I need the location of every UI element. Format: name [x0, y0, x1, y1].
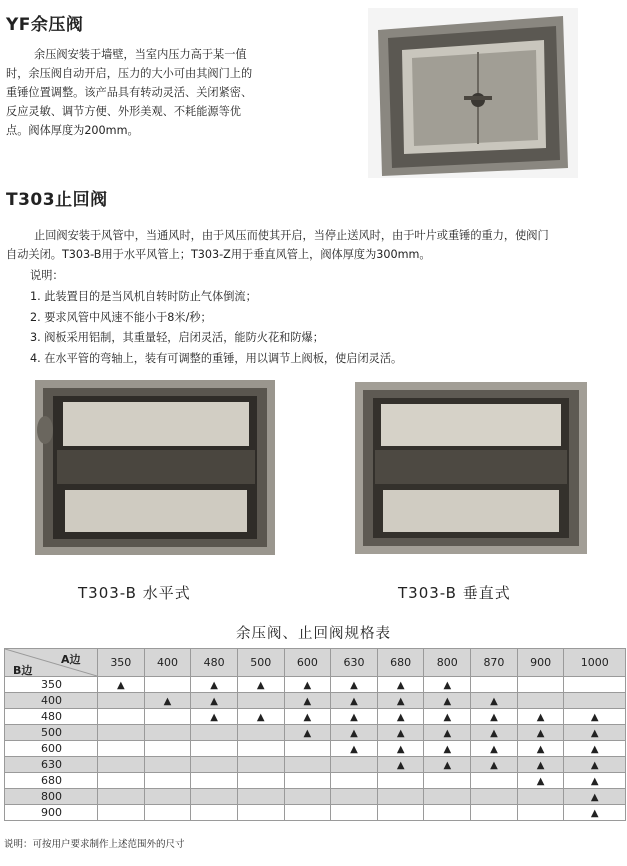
- spec-cell: [471, 693, 518, 709]
- a-edge-label: A边: [61, 653, 81, 666]
- t303-title: T303止回阀: [6, 190, 108, 210]
- spec-cell: [237, 805, 284, 821]
- spec-cell: [564, 677, 626, 693]
- spec-cell: [237, 677, 284, 693]
- spec-cell: [564, 757, 626, 773]
- available-mark: ▲: [536, 760, 545, 771]
- available-mark: ▲: [590, 760, 599, 771]
- spec-cell: [284, 677, 331, 693]
- available-mark: ▲: [256, 680, 265, 691]
- spec-cell: [377, 677, 424, 693]
- spec-cell: [98, 725, 145, 741]
- column-header: 630: [331, 649, 378, 677]
- available-mark: ▲: [396, 696, 405, 707]
- table-row: [5, 773, 626, 789]
- yf-line: 余压阀安装于墙壁，当室内压力高于某一值: [34, 48, 247, 61]
- spec-cell: [377, 773, 424, 789]
- t303-vertical-photo: [355, 382, 587, 554]
- spec-cell: [517, 677, 564, 693]
- spec-cell: [284, 757, 331, 773]
- spec-cell: [98, 773, 145, 789]
- note-item: 3. 阀板采用铝制，其重量轻，启闭灵活，能防火花和防爆；: [30, 331, 324, 344]
- spec-cell: [144, 789, 191, 805]
- spec-cell: [98, 757, 145, 773]
- spec-cell: [144, 693, 191, 709]
- available-mark: ▲: [303, 728, 312, 739]
- spec-cell: [98, 805, 145, 821]
- spec-cell: [144, 805, 191, 821]
- spec-cell: [424, 677, 471, 693]
- table-title: 余压阀、止回阀规格表: [236, 626, 391, 642]
- spec-cell: [237, 757, 284, 773]
- available-mark: ▲: [210, 696, 218, 707]
- spec-cell: [424, 741, 471, 757]
- spec-cell: [144, 773, 191, 789]
- spec-cell: [191, 725, 238, 741]
- spec-cell: [424, 789, 471, 805]
- notes-label: 说明：: [30, 269, 64, 282]
- available-mark: ▲: [116, 680, 125, 691]
- note-item: 4. 在水平管的弯轴上，装有可调整的重锤，用以调节上阀板，使启闭灵活。: [30, 351, 403, 365]
- column-header: 1000: [564, 649, 626, 677]
- spec-cell: [564, 789, 626, 805]
- column-header: 480: [191, 649, 238, 677]
- spec-cell: [191, 805, 238, 821]
- b-value-cell: 350: [5, 677, 98, 693]
- table-row: [5, 741, 626, 757]
- spec-cell: [191, 693, 238, 709]
- spec-cell: [331, 725, 378, 741]
- table-header-row: [5, 649, 626, 677]
- spec-cell: [517, 725, 564, 741]
- table-footnote: 说明：可按用户要求制作上述范围外的尺寸: [4, 839, 185, 850]
- spec-cell: [144, 709, 191, 725]
- spec-cell: [284, 773, 331, 789]
- spec-cell: [284, 805, 331, 821]
- available-mark: ▲: [350, 744, 358, 755]
- available-mark: ▲: [536, 744, 545, 755]
- b-edge-label: B边: [13, 664, 33, 677]
- spec-cell: [98, 789, 145, 805]
- spec-cell: [284, 789, 331, 805]
- available-mark: ▲: [396, 680, 405, 691]
- spec-cell: [517, 773, 564, 789]
- table-row: [5, 789, 626, 805]
- available-mark: ▲: [350, 680, 358, 691]
- b-value-cell: 480: [5, 709, 98, 725]
- available-mark: ▲: [490, 760, 498, 771]
- available-mark: ▲: [490, 696, 498, 707]
- spec-cell: [471, 789, 518, 805]
- b-value-cell: 680: [5, 773, 98, 789]
- spec-table: [4, 648, 626, 821]
- table-row: [5, 693, 626, 709]
- available-mark: ▲: [443, 728, 452, 739]
- spec-cell: [424, 805, 471, 821]
- yf-description: [6, 45, 326, 140]
- spec-cell: [331, 789, 378, 805]
- available-mark: ▲: [590, 792, 599, 803]
- spec-cell: [98, 709, 145, 725]
- available-mark: ▲: [490, 744, 498, 755]
- spec-cell: [424, 693, 471, 709]
- available-mark: ▲: [443, 696, 452, 707]
- spec-cell: [377, 725, 424, 741]
- available-mark: ▲: [396, 744, 405, 755]
- spec-cell: [191, 677, 238, 693]
- t303-description: [6, 226, 626, 264]
- spec-cell: [564, 693, 626, 709]
- spec-cell: [517, 805, 564, 821]
- available-mark: ▲: [396, 728, 405, 739]
- yf-title: YF余压阀: [6, 15, 84, 35]
- spec-cell: [471, 741, 518, 757]
- available-mark: ▲: [396, 760, 405, 771]
- spec-cell: [424, 725, 471, 741]
- caption-vertical: T303-B 垂直式: [398, 584, 511, 602]
- yf-line: 重锤位置调整。该产品具有转动灵活、关闭紧密、: [6, 86, 253, 99]
- available-mark: ▲: [536, 712, 545, 723]
- column-header: 680: [377, 649, 424, 677]
- available-mark: ▲: [490, 728, 498, 739]
- spec-cell: [424, 709, 471, 725]
- available-mark: ▲: [443, 680, 452, 691]
- t303-horizontal-photo: [35, 380, 275, 555]
- spec-cell: [237, 773, 284, 789]
- column-header: 900: [517, 649, 564, 677]
- spec-cell: [377, 805, 424, 821]
- spec-cell: [377, 693, 424, 709]
- b-value-cell: 800: [5, 789, 98, 805]
- spec-cell: [191, 709, 238, 725]
- spec-cell: [191, 789, 238, 805]
- spec-cell: [471, 757, 518, 773]
- column-header: 800: [424, 649, 471, 677]
- available-mark: ▲: [590, 712, 599, 723]
- available-mark: ▲: [443, 760, 452, 771]
- column-header: 400: [144, 649, 191, 677]
- spec-cell: [237, 725, 284, 741]
- available-mark: ▲: [350, 696, 358, 707]
- corner-cell: [5, 649, 98, 677]
- spec-cell: [98, 741, 145, 757]
- table-row: [5, 677, 626, 693]
- yf-line: 反应灵敏、调节方便、外形美观、不耗能源等优: [6, 105, 241, 118]
- spec-cell: [517, 789, 564, 805]
- spec-cell: [98, 677, 145, 693]
- spec-cell: [237, 741, 284, 757]
- available-mark: ▲: [590, 744, 599, 755]
- spec-cell: [144, 757, 191, 773]
- available-mark: ▲: [303, 696, 312, 707]
- spec-cell: [331, 757, 378, 773]
- available-mark: ▲: [590, 728, 599, 739]
- available-mark: ▲: [490, 712, 498, 723]
- spec-cell: [191, 741, 238, 757]
- spec-cell: [144, 725, 191, 741]
- available-mark: ▲: [396, 712, 405, 723]
- t303-line: 自动关闭。T303-B用于水平风管上；T303-Z用于垂直风管上，阀体厚度为300mm。: [6, 248, 431, 261]
- table-row: [5, 805, 626, 821]
- spec-cell: [377, 741, 424, 757]
- spec-cell: [377, 757, 424, 773]
- available-mark: ▲: [303, 680, 312, 691]
- spec-cell: [284, 741, 331, 757]
- spec-cell: [237, 709, 284, 725]
- spec-cell: [471, 709, 518, 725]
- yf-line: 点。阀体厚度为200mm。: [6, 124, 139, 137]
- column-header: 500: [237, 649, 284, 677]
- spec-cell: [517, 757, 564, 773]
- spec-cell: [564, 805, 626, 821]
- spec-cell: [191, 757, 238, 773]
- spec-cell: [517, 693, 564, 709]
- spec-cell: [564, 725, 626, 741]
- yf-line: 时，余压阀自动开启，压力的大小可由其阀门上的: [6, 67, 253, 80]
- spec-cell: [331, 677, 378, 693]
- available-mark: ▲: [350, 728, 358, 739]
- spec-cell: [377, 709, 424, 725]
- spec-cell: [98, 693, 145, 709]
- note-item: 2. 要求风管中风速不能小于8米/秒；: [30, 310, 212, 324]
- spec-cell: [564, 741, 626, 757]
- yf-valve-photo: [368, 8, 578, 178]
- caption-horizontal: T303-B 水平式: [78, 584, 191, 602]
- note-item: 1. 此装置目的是当风机自转时防止气体倒流；: [30, 290, 257, 303]
- spec-cell: [331, 805, 378, 821]
- spec-cell: [191, 773, 238, 789]
- spec-cell: [517, 741, 564, 757]
- spec-cell: [471, 805, 518, 821]
- spec-cell: [377, 789, 424, 805]
- available-mark: ▲: [350, 712, 358, 723]
- spec-cell: [424, 773, 471, 789]
- available-mark: ▲: [590, 776, 599, 787]
- available-mark: ▲: [256, 712, 265, 723]
- spec-cell: [471, 677, 518, 693]
- spec-cell: [331, 693, 378, 709]
- spec-cell: [471, 725, 518, 741]
- available-mark: ▲: [210, 712, 218, 723]
- table-row: [5, 709, 626, 725]
- table-row: [5, 757, 626, 773]
- available-mark: ▲: [536, 728, 545, 739]
- spec-cell: [331, 773, 378, 789]
- spec-cell: [331, 709, 378, 725]
- available-mark: ▲: [443, 712, 452, 723]
- available-mark: ▲: [590, 808, 599, 819]
- spec-cell: [284, 725, 331, 741]
- column-header: 600: [284, 649, 331, 677]
- b-value-cell: 400: [5, 693, 98, 709]
- spec-cell: [471, 773, 518, 789]
- b-value-cell: 630: [5, 757, 98, 773]
- column-header: 350: [98, 649, 145, 677]
- spec-cell: [564, 709, 626, 725]
- available-mark: ▲: [303, 712, 312, 723]
- b-value-cell: 500: [5, 725, 98, 741]
- spec-cell: [564, 773, 626, 789]
- available-mark: ▲: [536, 776, 545, 787]
- t303-line: 止回阀安装于风管中，当通风时，由于风压而使其开启，当停止送风时，由于叶片或重锤的重力，使阀门: [34, 229, 549, 242]
- spec-cell: [284, 693, 331, 709]
- b-value-cell: 600: [5, 741, 98, 757]
- spec-cell: [424, 757, 471, 773]
- available-mark: ▲: [163, 696, 172, 707]
- column-header: 870: [471, 649, 518, 677]
- b-value-cell: 900: [5, 805, 98, 821]
- notes-list: [30, 287, 620, 369]
- spec-cell: [144, 677, 191, 693]
- available-mark: ▲: [210, 680, 218, 691]
- spec-cell: [237, 693, 284, 709]
- spec-cell: [284, 709, 331, 725]
- spec-cell: [237, 789, 284, 805]
- spec-cell: [331, 741, 378, 757]
- spec-cell: [144, 741, 191, 757]
- available-mark: ▲: [443, 744, 452, 755]
- spec-cell: [517, 709, 564, 725]
- table-row: [5, 725, 626, 741]
